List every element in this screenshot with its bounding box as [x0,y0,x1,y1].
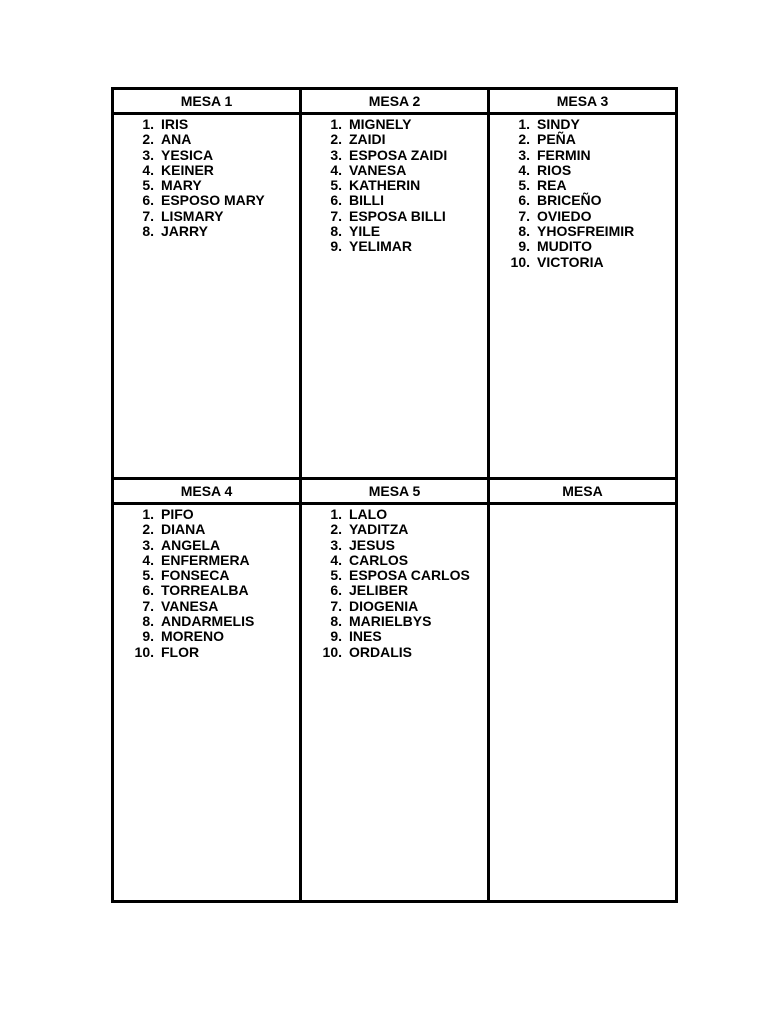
guest-number: 2. [330,521,342,538]
guest-name: FERMIN [537,146,591,163]
guest-name: REA [537,177,567,194]
guest-list-item [302,538,487,553]
guest-list-mesa-6 [490,505,675,507]
guest-list-item [114,629,299,644]
guest-number: 10. [510,253,530,270]
guest-number: 6. [142,582,154,599]
guest-name: TORREALBA [161,582,249,599]
guest-number: 7. [142,207,154,224]
guest-name: ANGELA [161,536,221,553]
guest-number: 3. [518,146,530,163]
guest-cell-mesa-4 [113,504,301,902]
guest-number: 2. [330,131,342,148]
guest-number: 6. [142,192,154,209]
guest-list-item [302,629,487,644]
guest-name: LISMARY [161,207,224,224]
guest-name: ZAIDI [349,131,386,148]
guest-list-mesa-3 [490,115,675,270]
guest-name: BRICEÑO [537,192,602,209]
guest-name: PEÑA [537,131,576,148]
guest-list-item [302,224,487,239]
guest-list-item [490,132,675,147]
guest-number: 8. [142,223,154,240]
body-row-1 [113,114,677,479]
guest-name: VICTORIA [537,253,604,270]
guest-list-mesa-4 [114,505,299,660]
guest-list-item [302,553,487,568]
guest-name: SINDY [537,116,580,132]
guest-name: MIGNELY [349,116,412,132]
guest-cell-mesa-2 [301,114,489,479]
guest-list-item [114,193,299,208]
guest-number: 5. [142,177,154,194]
table-header-mesa-3: MESA 3 [489,89,677,114]
guest-number: 4. [142,551,154,568]
guest-list-item [302,148,487,163]
guest-list-item [490,163,675,178]
guest-number: 2. [142,521,154,538]
guest-cell-mesa-6 [489,504,677,902]
guest-name: CARLOS [349,551,409,568]
guest-name: ESPOSA ZAIDI [349,146,448,163]
guest-list-item [490,209,675,224]
guest-list-item [490,117,675,132]
guest-number: 8. [518,223,530,240]
header-row-1 [113,89,677,114]
guest-name: YESICA [161,146,214,163]
guest-number: 2. [518,131,530,148]
guest-list-item [490,255,675,270]
guest-name: IRIS [161,116,189,132]
guest-list-mesa-2 [302,115,487,255]
guest-number: 1. [142,506,154,522]
guest-name: MORENO [161,628,224,645]
guest-number: 5. [142,567,154,584]
guest-number: 7. [142,597,154,614]
guest-name: JARRY [161,223,208,240]
guest-number: 2. [142,131,154,148]
guest-cell-mesa-1 [113,114,301,479]
guest-cell-mesa-5 [301,504,489,902]
guest-number: 1. [330,116,342,132]
guest-number: 4. [518,161,530,178]
guest-number: 1. [518,116,530,132]
body-row-2 [113,504,677,902]
table-header-mesa-6: MESA [489,479,677,504]
guest-number: 4. [330,551,342,568]
guest-name: BILLI [349,192,384,209]
guest-list-item [490,148,675,163]
guest-name: KATHERIN [349,177,421,194]
guest-number: 7. [330,597,342,614]
guest-number: 6. [330,582,342,599]
table-header-mesa-5: MESA 5 [301,479,489,504]
guest-list-item [302,599,487,614]
table-header-mesa-1: MESA 1 [113,89,301,114]
guest-name: ORDALIS [349,643,412,660]
seating-chart-table [111,87,678,903]
guest-number: 3. [142,536,154,553]
guest-list-item [302,568,487,583]
guest-list-item [114,568,299,583]
guest-name: ANA [161,131,192,148]
guest-number: 3. [330,536,342,553]
guest-list-item [490,239,675,254]
guest-name: ENFERMERA [161,551,250,568]
guest-name: LALO [349,506,388,522]
guest-name: ESPOSA BILLI [349,207,446,224]
guest-name: VANESA [161,597,219,614]
guest-name: JELIBER [349,582,409,599]
guest-list-item [302,645,487,660]
guest-list-item [114,224,299,239]
guest-number: 10. [134,643,154,660]
guest-name: FONSECA [161,567,230,584]
guest-name: MUDITO [537,238,592,255]
guest-list-item [114,553,299,568]
guest-name: JESUS [349,536,395,553]
guest-name: KEINER [161,161,214,178]
header-row-2 [113,479,677,504]
guest-name: YHOSFREIMIR [537,223,635,240]
guest-number: 4. [330,161,342,178]
guest-list-item [302,117,487,132]
guest-list-mesa-5 [302,505,487,660]
guest-list-item [114,178,299,193]
guest-name: MARY [161,177,202,194]
guest-number: 5. [330,177,342,194]
guest-number: 6. [330,192,342,209]
guest-list-item [114,538,299,553]
guest-number: 9. [142,628,154,645]
guest-number: 5. [518,177,530,194]
guest-number: 1. [330,506,342,522]
guest-list-item [114,507,299,522]
guest-list-item [114,163,299,178]
guest-list-item [302,163,487,178]
guest-list-item [114,522,299,537]
guest-cell-mesa-3 [489,114,677,479]
guest-number: 1. [142,116,154,132]
guest-number: 7. [518,207,530,224]
guest-name: FLOR [161,643,200,660]
guest-number: 8. [330,613,342,630]
guest-number: 7. [330,207,342,224]
guest-list-item [302,507,487,522]
guest-number: 9. [518,238,530,255]
guest-list-item [114,599,299,614]
guest-name: YILE [349,223,381,240]
guest-name: RIOS [537,161,572,178]
guest-number: 8. [330,223,342,240]
table-header-mesa-2: MESA 2 [301,89,489,114]
guest-list-item [114,132,299,147]
guest-number: 10. [322,643,342,660]
guest-number: 4. [142,161,154,178]
guest-list-item [490,193,675,208]
guest-name: YADITZA [349,521,409,538]
guest-name: DIANA [161,521,206,538]
guest-number: 8. [142,613,154,630]
guest-name: VANESA [349,161,407,178]
guest-list-item [114,209,299,224]
guest-number: 3. [330,146,342,163]
table-header-mesa-4: MESA 4 [113,479,301,504]
guest-list-item [302,209,487,224]
guest-list-item [302,193,487,208]
guest-list-item [302,583,487,598]
guest-list-item [490,224,675,239]
guest-name: PIFO [161,506,194,522]
guest-list-item [302,239,487,254]
guest-number: 9. [330,238,342,255]
guest-list-mesa-1 [114,115,299,239]
guest-number: 6. [518,192,530,209]
guest-list-item [302,178,487,193]
guest-number: 3. [142,146,154,163]
guest-list-item [302,522,487,537]
guest-number: 5. [330,567,342,584]
guest-list-item [302,132,487,147]
guest-list-item [114,148,299,163]
guest-name: DIOGENIA [349,597,419,614]
guest-list-item [114,583,299,598]
guest-name: MARIELBYS [349,613,432,630]
guest-list-item [114,117,299,132]
guest-name: OVIEDO [537,207,592,224]
guest-number: 9. [330,628,342,645]
guest-list-item [302,614,487,629]
guest-name: ANDARMELIS [161,613,255,630]
guest-list-item [114,645,299,660]
guest-name: ESPOSO MARY [161,192,265,209]
guest-list-item [114,614,299,629]
guest-name: YELIMAR [349,238,412,255]
guest-name: ESPOSA CARLOS [349,567,470,584]
guest-name: INES [349,628,382,645]
